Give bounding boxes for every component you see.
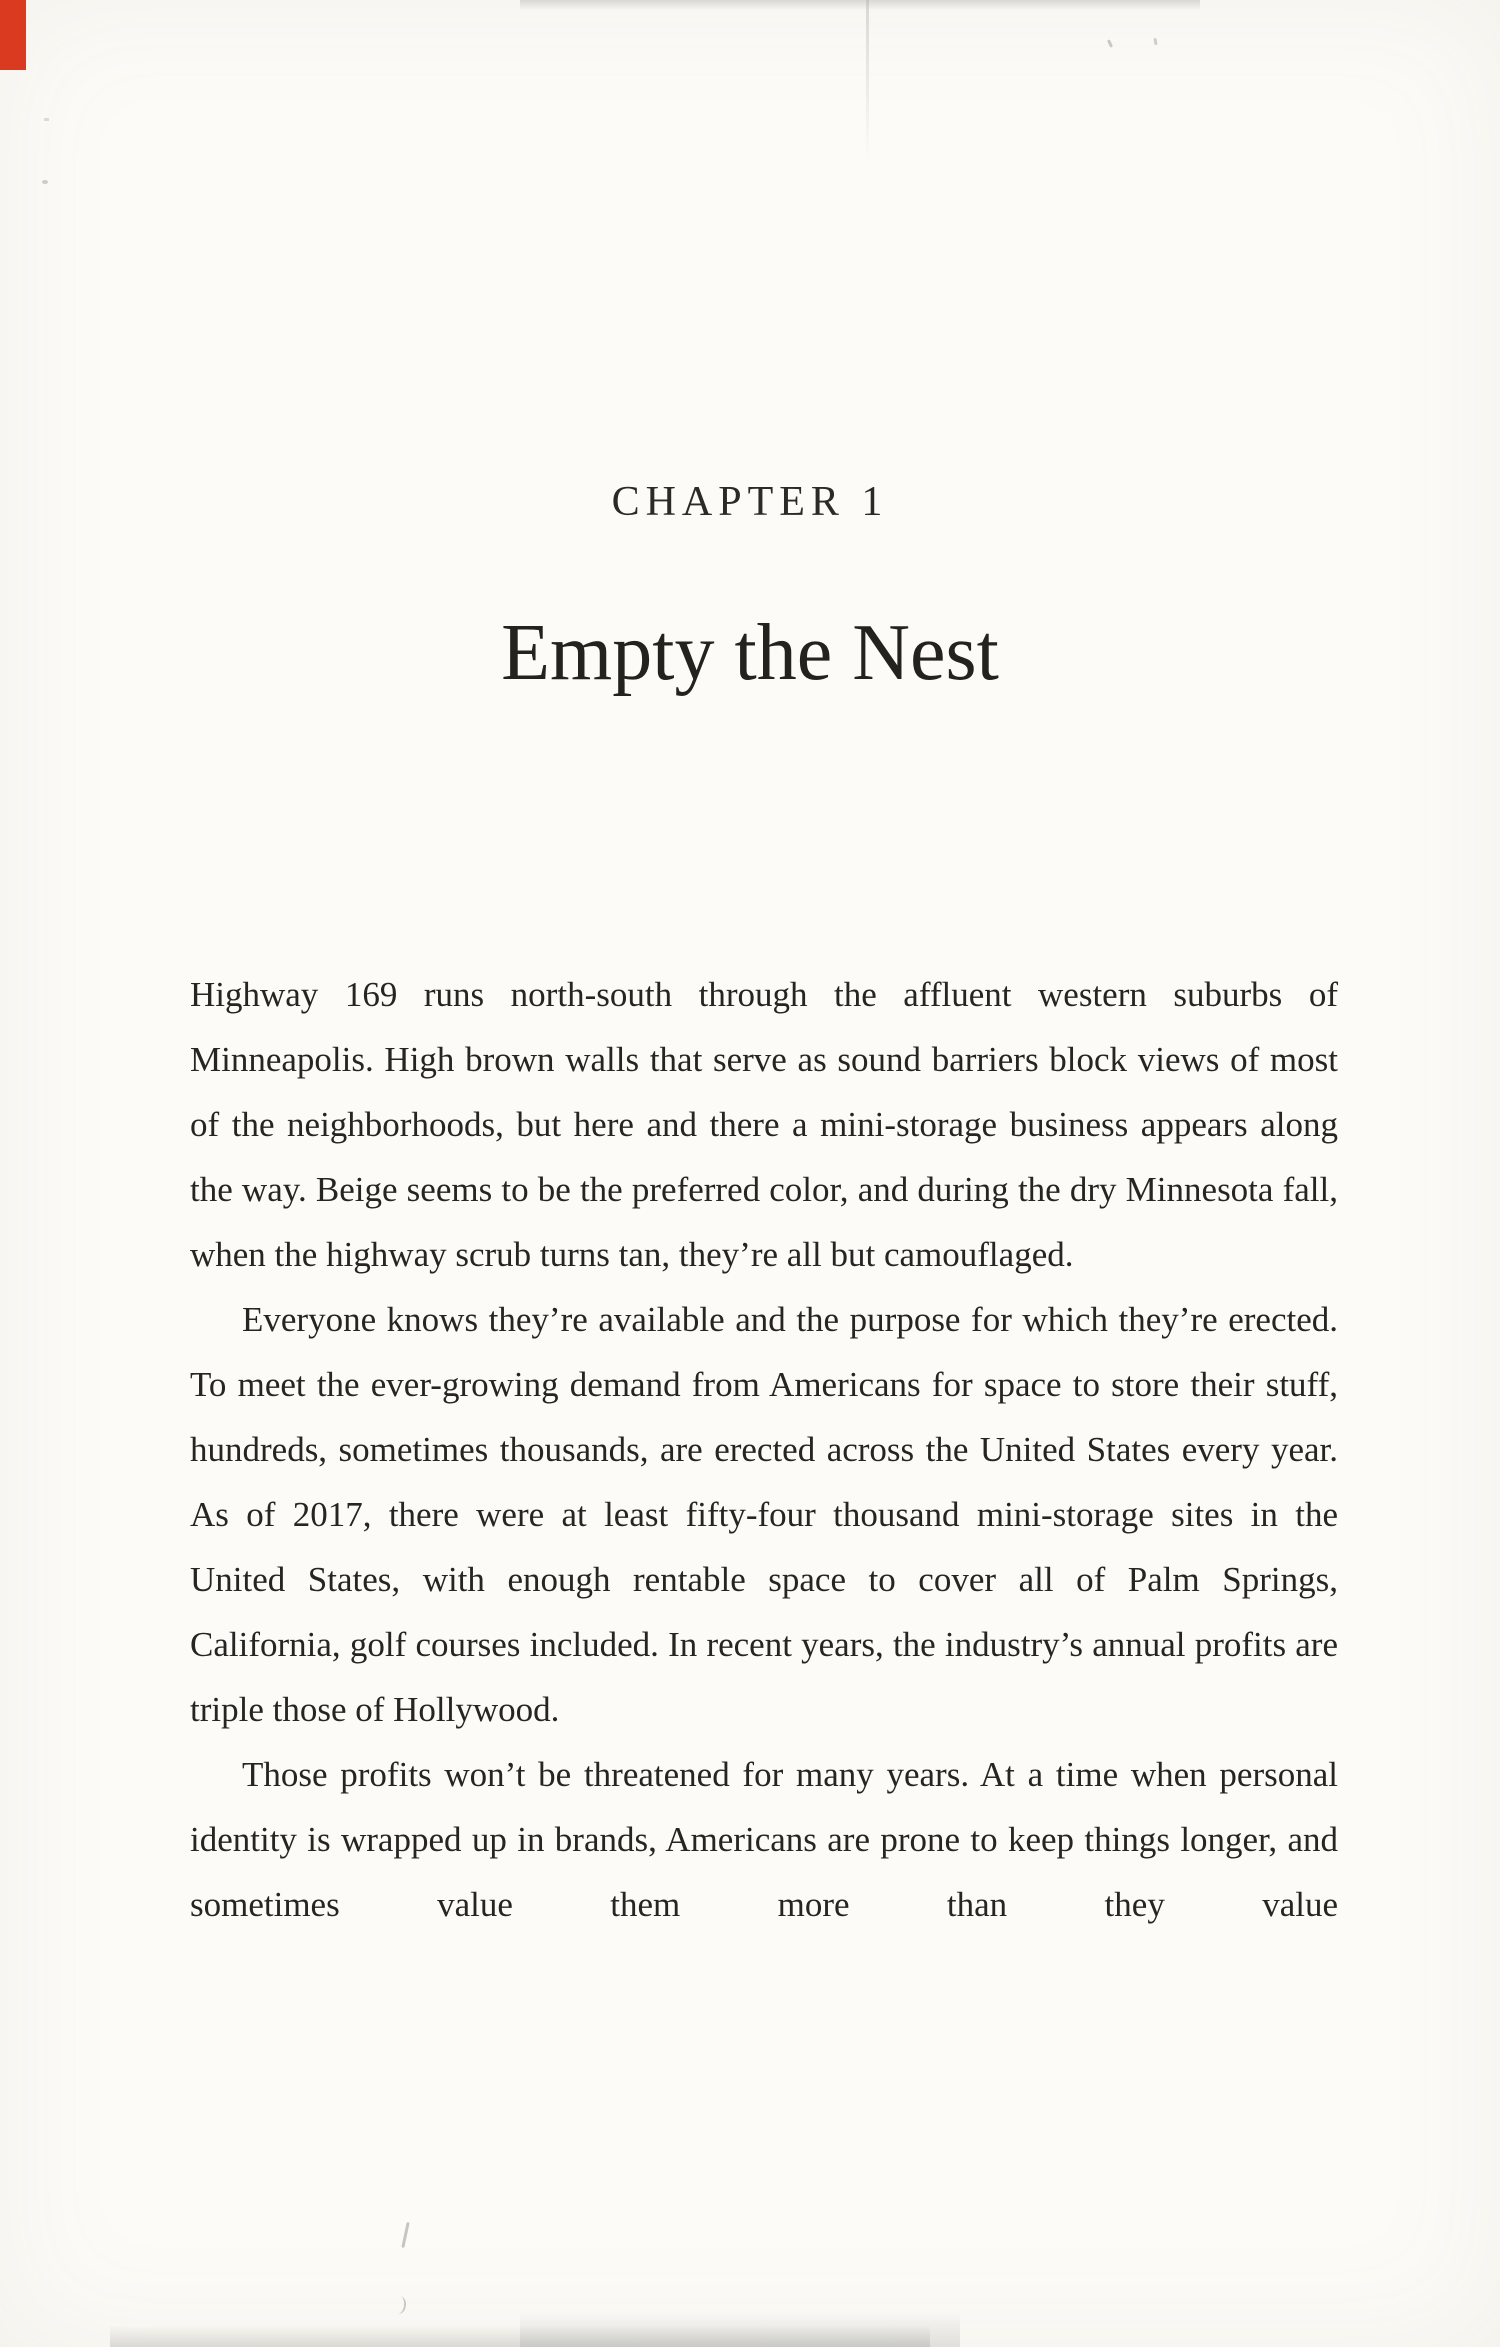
scan-artifact-paren [391,2295,407,2315]
scan-artifact-top-streak [866,0,869,160]
scan-artifact-dot [42,180,48,184]
body-text [190,962,1338,1937]
scan-artifact-slash [401,2222,409,2248]
paragraph-1: Highway 169 runs north-south through the affluent western suburbs of Minneapolis. High brown walls that serve as sound barriers block views of most of the neighborhoods, but here and there a mini-storage business appears along the way. Beige seems to be the preferred color, and during the dry Minnesota fall, when the highway scrub turns tan, they’re all but camouflaged. [190,975,1338,1274]
scan-artifact-bottom-smudge [520,2311,960,2347]
paragraph-3: Those profits won’t be threatened for many years. At a time when personal identity is wrapped up in brands, Americans are prone to keep things longer, and sometimes value them more than they value [190,1755,1338,1924]
scan-artifact-speck [1107,39,1113,48]
red-bookmark-stripe [0,0,26,70]
paragraph-2: Everyone knows they’re available and the purpose for which they’re erected. To meet the ever-growing demand from Americans for space to store their stuff, hundreds, sometimes thousands, are erected across the United States every year. As of 2017, there were at least fifty-four thousand mini-storage sites in the United States, with enough rentable space to cover all of Palm Springs, California, golf courses included. In recent years, the industry’s annual profits are triple those of Hollywood. [190,1300,1338,1729]
scan-artifact-top-smudge [520,0,1200,10]
chapter-label: CHAPTER 1 [611,479,889,525]
chapter-title: Empty the Nest [501,609,999,697]
scan-artifact-mark [44,118,49,121]
scan-artifact-speck [1153,38,1157,45]
